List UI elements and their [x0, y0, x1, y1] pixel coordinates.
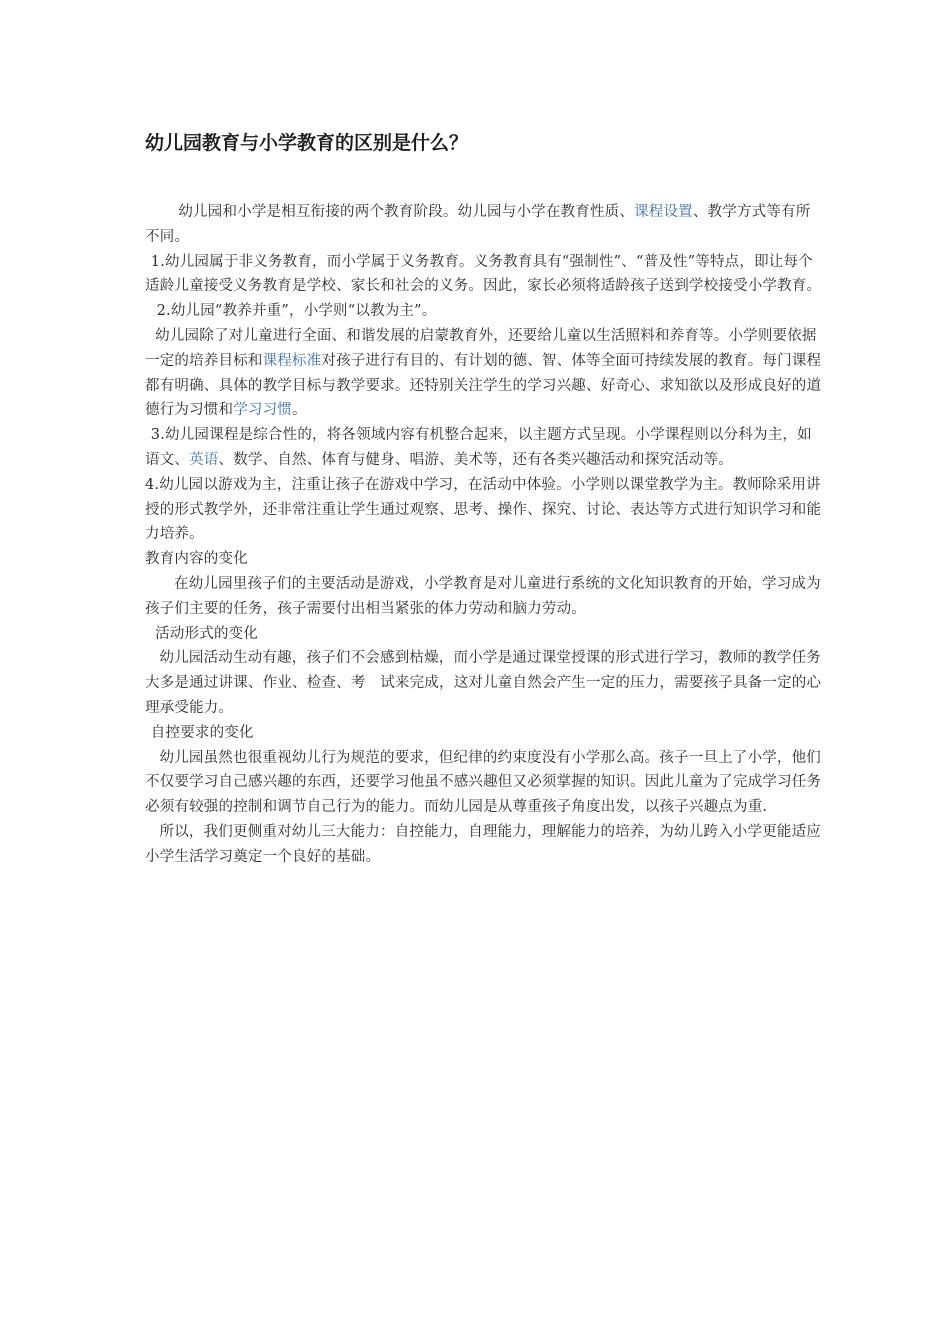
paragraph: [145, 622, 825, 647]
paragraph-text: 4.幼儿园以游戏为主，注重让孩子在游戏中学习，在活动中体验。小学则以课堂教学为主。教师除采用讲授的形式教学外，还非常注重让学生通过观察、思考、操作、探究、讨论、表达等方式进行知识学习和能力培养。: [145, 476, 822, 543]
paragraph-text: 3.幼儿园课程是综合性的，将各领域内容有机整合起来，以主题方式呈现。小学课程则以分科为主，如语文、: [145, 427, 812, 468]
paragraph: [145, 820, 825, 870]
paragraph-text: 、数学、自然、体育与健身、唱游、美术等，还有各类兴趣活动和探究活动等。: [218, 451, 734, 468]
paragraph-text: 。: [292, 402, 307, 419]
paragraph-text: 幼儿园除了对儿童进行全面、和谐发展的启蒙教育外，还要给儿童以生活照料和养育等。小学则要依据一定的培养目标和: [145, 327, 817, 369]
document-body: [145, 200, 825, 870]
paragraph-text: 幼儿园虽然也很重视幼儿行为规范的要求，但纪律的约束度没有小学那么高。孩子一旦上了小学，他们不仅要学习自己感兴趣的东西，还要学习他虽不感兴趣但又必须掌握的知识。因此儿童为了完成学习任务必须有较强的控制和调节自己行为的能力。而幼儿园是从尊重孩子角度出发，以孩子兴趣点为重.: [145, 749, 822, 816]
paragraph-text: 活动形式的变化: [155, 625, 259, 642]
hyperlink[interactable]: 课程标准: [262, 352, 322, 369]
paragraph-text: 教育内容的变化: [145, 551, 248, 568]
hyperlink[interactable]: 学习习惯: [233, 402, 293, 419]
paragraph-text: 2.幼儿园“教养并重”，小学则“以教为主”。: [156, 303, 437, 320]
paragraph: [145, 721, 825, 746]
paragraph: [145, 299, 825, 324]
paragraph-text: 所以，我们更侧重对幼儿三大能力：自控能力，自理能力，理解能力的培养，为幼儿跨入小学更能适应小学生活学习奠定一个良好的基础。: [145, 823, 821, 865]
paragraph-text: 自控要求的变化: [150, 724, 254, 741]
hyperlink[interactable]: 课程设置: [634, 204, 693, 220]
paragraph-text: 在幼儿园里孩子们的主要活动是游戏，小学教育是对儿童进行系统的文化知识教育的开始，学习成为孩子们主要的任务，孩子需要付出相当紧张的体力劳动和脑力劳动。: [145, 575, 821, 617]
document-title: 幼儿园教育与小学教育的区别是什么？: [145, 132, 469, 154]
paragraph: [145, 473, 825, 547]
paragraph: [145, 572, 825, 622]
paragraph: [145, 200, 825, 250]
paragraph-text: 幼儿园和小学是相互衔接的两个教育阶段。幼儿园与小学在教育性质、: [178, 204, 635, 220]
paragraph-text: 幼儿园活动生动有趣，孩子们不会感到枯燥，而小学是通过课堂授课的形式进行学习，教师的教学任务大多是通过讲课、作业、检查、考 试来完成，这对儿童自然会产生一定的压力，需要孩子具备一定的心理承受能力。: [145, 650, 822, 716]
paragraph: [145, 324, 825, 423]
paragraph-text: 、教学方式等有所不同。: [145, 204, 811, 245]
paragraph: [145, 423, 825, 473]
paragraph: [145, 646, 825, 720]
paragraph-text: 对孩子进行有目的、有计划的德、智、体等全面可持续发展的教育。每门课程都有明确、具体的教学目标与教学要求。还特别关注学生的学习兴趣、好奇心、求知欲以及形成良好的道德行为习惯和: [145, 352, 822, 419]
hyperlink[interactable]: 英语: [189, 451, 219, 468]
paragraph: [145, 547, 825, 572]
paragraph: [145, 250, 825, 300]
paragraph-text: 1.幼儿园属于非义务教育，而小学属于义务教育。义务教育具有“强制性”、“普及性”等特点，即让每个适龄儿童接受义务教育是学校、家长和社会的义务。因此，家长必须将适龄孩子送到学校接受小学教育。: [145, 253, 822, 295]
paragraph: [145, 746, 825, 820]
